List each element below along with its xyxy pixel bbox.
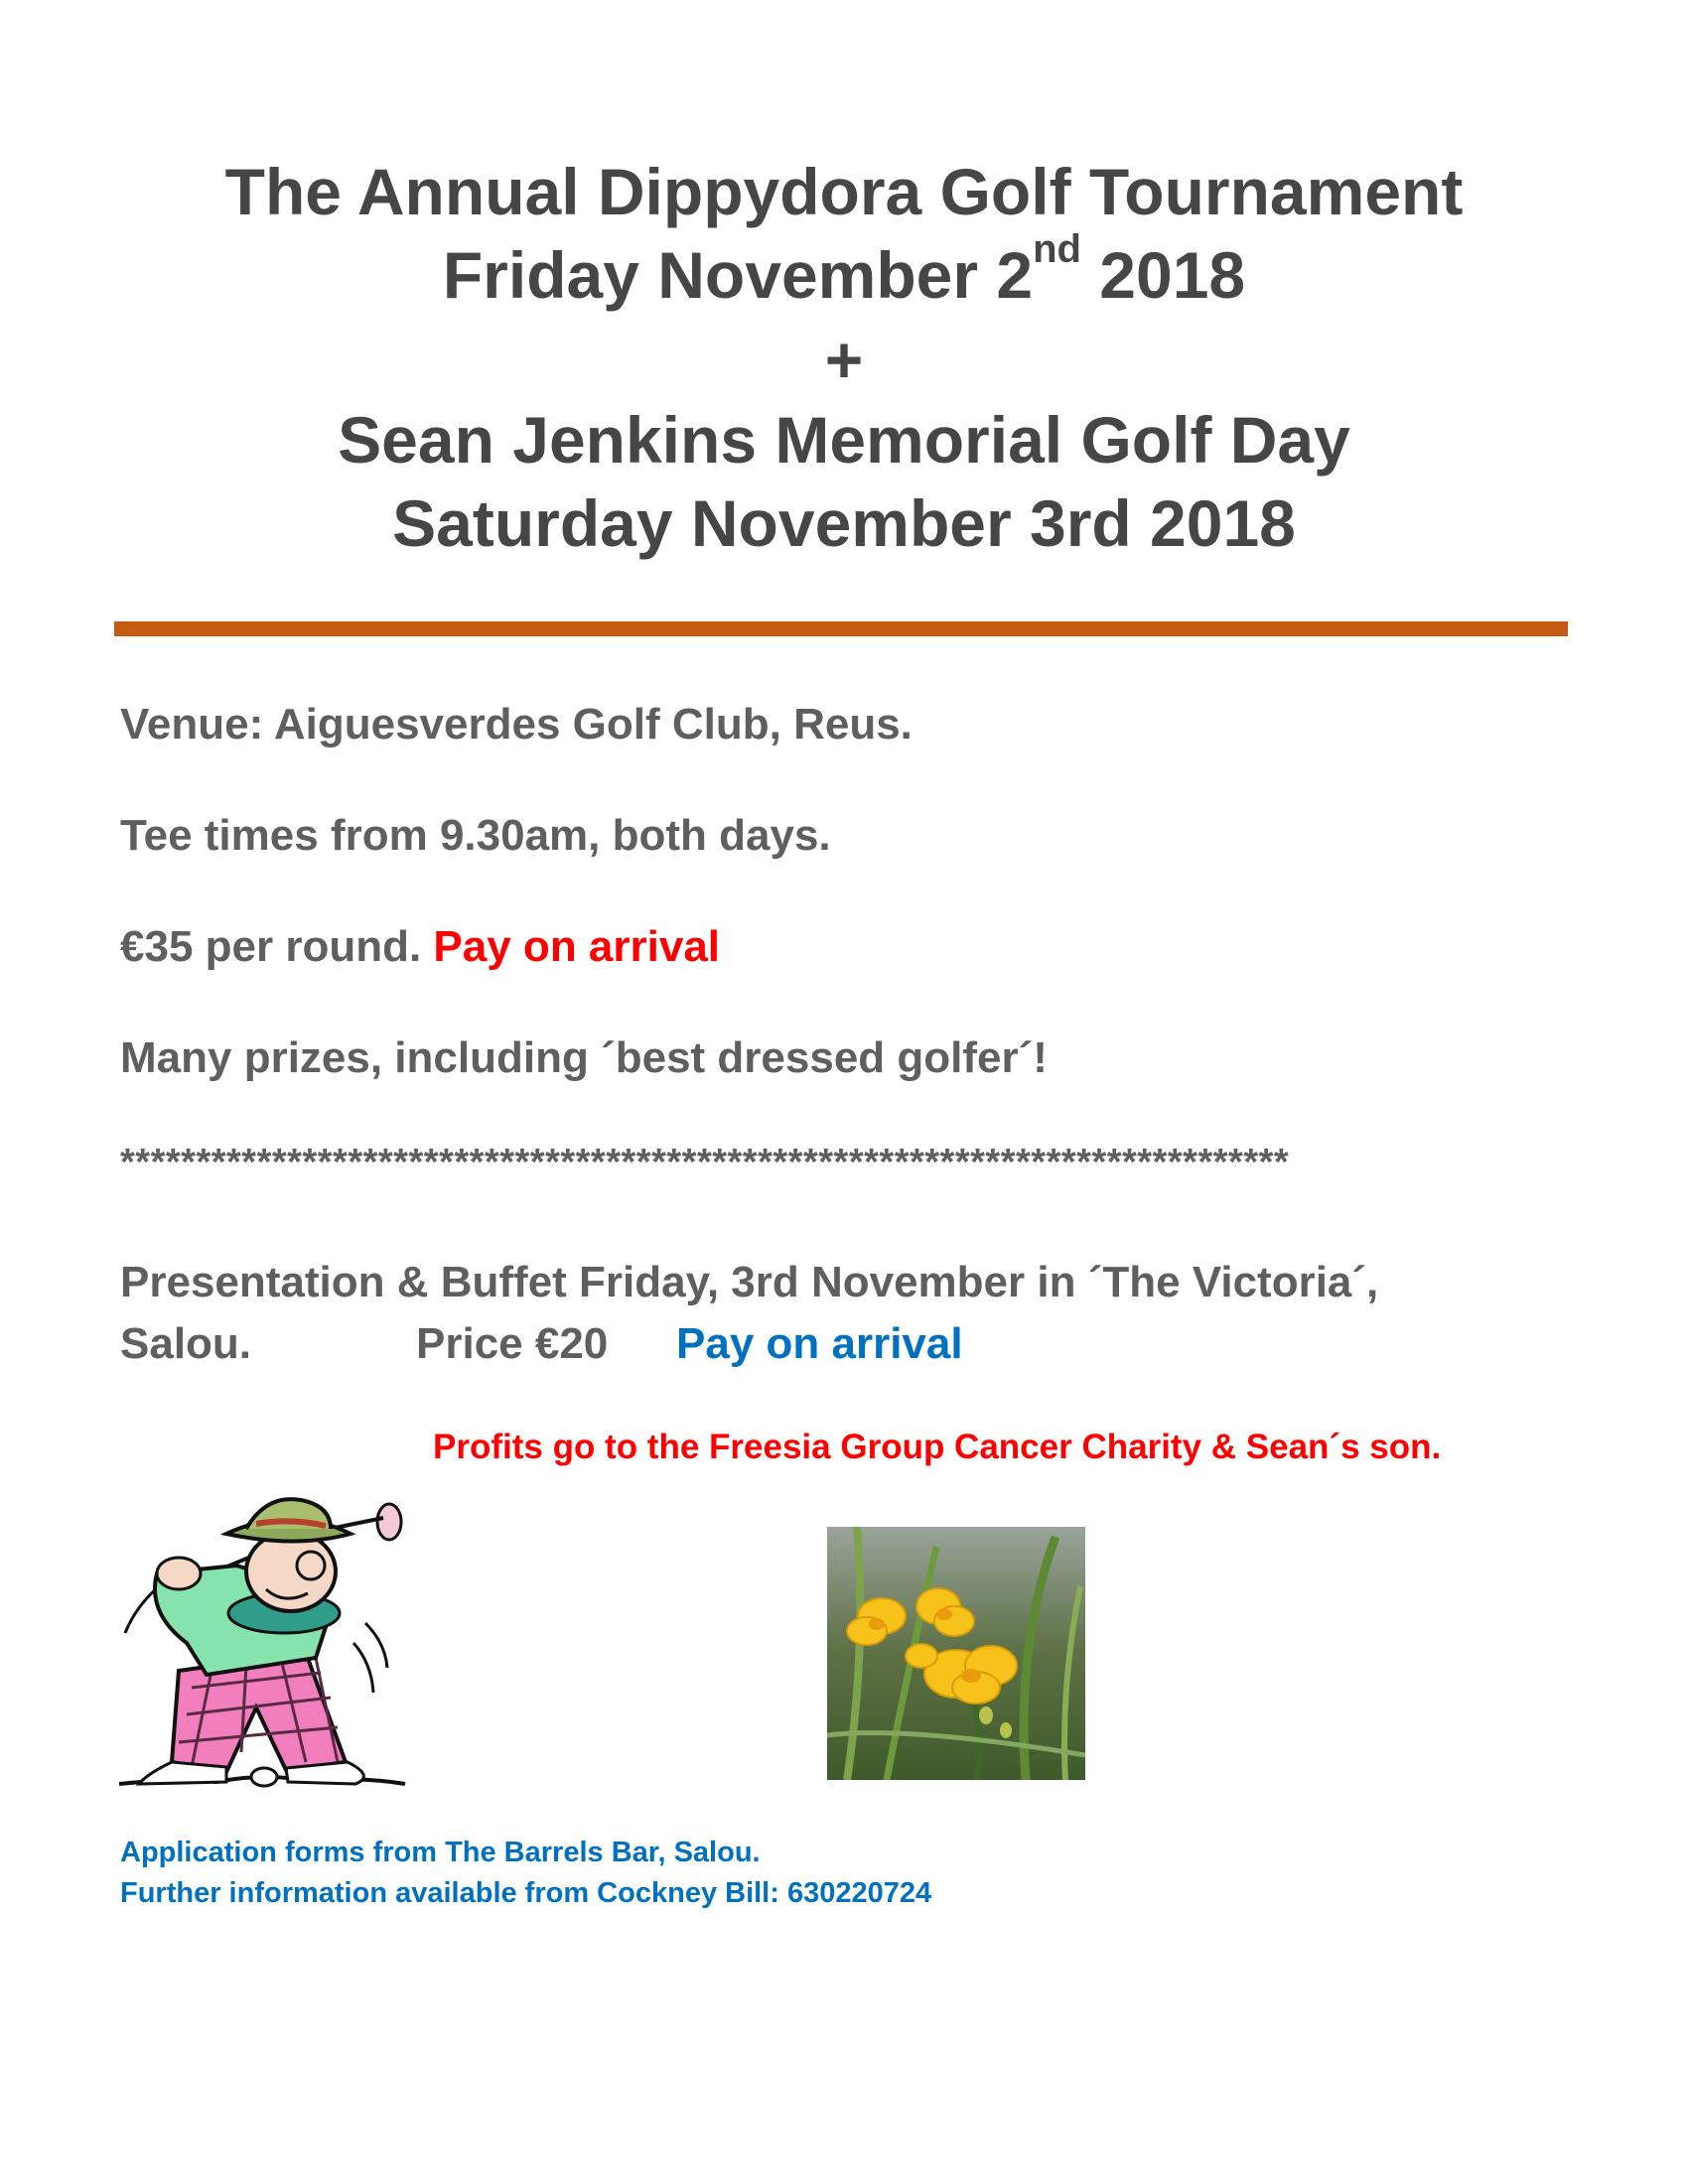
- price-line: [120, 919, 720, 975]
- title-line-4: Saturday November 3rd 2018: [392, 486, 1296, 560]
- application-forms-text: Application forms from The Barrels Bar, Salou.: [120, 1837, 761, 1868]
- title-plus: +: [824, 323, 864, 396]
- profits-text: Profits go to the Freesia Group Cancer Charity & Sean´s son.: [433, 1428, 1442, 1466]
- presentation-line-1: Presentation & Buffet Friday, 3rd November in ´The Victoria´,: [120, 1258, 1379, 1306]
- title-tournament: The Annual Dippydora Golf Tournament: [224, 155, 1464, 228]
- presentation-place: Salou.: [120, 1319, 252, 1368]
- further-info-text: Further information available from Cockney Bill: 630220724: [120, 1877, 932, 1909]
- venue-text: Venue: Aiguesverdes Golf Club, Reus.: [120, 700, 913, 749]
- tee-times-text: Tee times from 9.30am, both days.: [120, 811, 831, 860]
- freesia-flower-image: [827, 1527, 1085, 1780]
- title-line-1: [0, 152, 1688, 231]
- pay-on-arrival-red: Pay on arrival: [433, 922, 721, 971]
- title-line-2: [0, 227, 1688, 315]
- asterisk-separator: *****************************************************************************: [120, 1142, 1290, 1183]
- title-date-1: Friday November 2: [442, 238, 1034, 312]
- title-line-3: Sean Jenkins Memorial Golf Day: [338, 403, 1350, 477]
- golfer-cartoon-image: [117, 1494, 415, 1792]
- prizes-text: Many prizes, including ´best dressed golfer´!: [120, 1033, 1048, 1082]
- pay-on-arrival-blue: Pay on arrival: [676, 1319, 963, 1368]
- presentation-price: Price €20: [416, 1319, 609, 1368]
- header-divider: [114, 621, 1568, 636]
- title-date-1-year: 2018: [1080, 238, 1246, 312]
- title-date-1-suffix: nd: [1033, 227, 1081, 271]
- price-text: €35 per round.: [120, 922, 434, 971]
- presentation-line-2: [120, 1316, 963, 1372]
